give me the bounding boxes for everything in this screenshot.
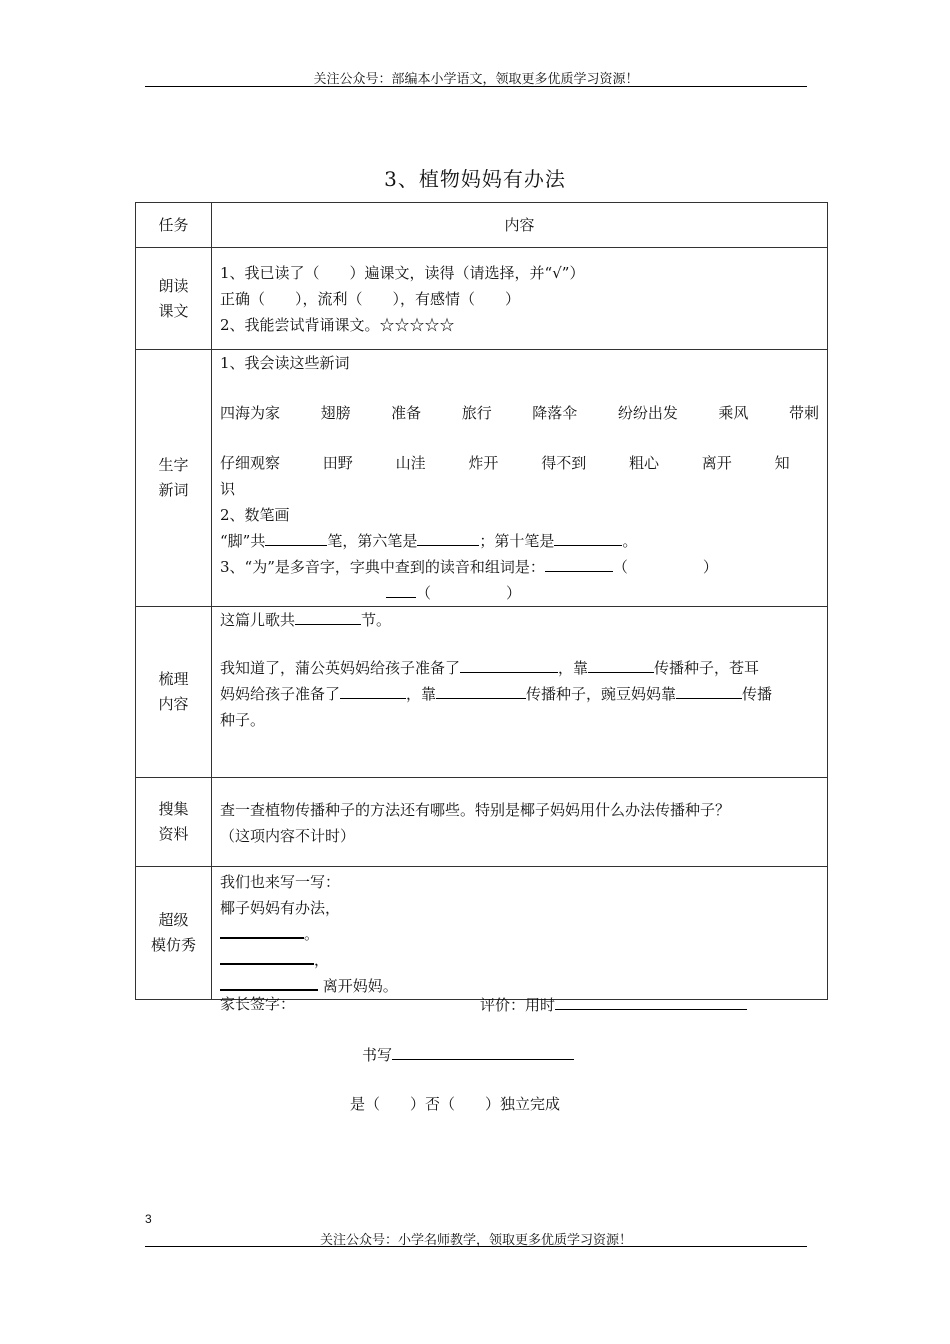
- read-quality-line: 正确（ ），流利（ ），有感情（ ）: [220, 290, 521, 308]
- page-number: 3: [145, 1212, 152, 1226]
- task-new-words: 生字 新词: [136, 350, 212, 607]
- task-table: [135, 202, 828, 1000]
- header-task: 任务: [136, 203, 212, 248]
- word-row-2: [220, 450, 819, 502]
- writing-blank[interactable]: [392, 1043, 574, 1060]
- page-header-text: 关注公众号：部编本小学语文，领取更多优质学习资源！: [313, 72, 639, 87]
- dandelion-method-blank[interactable]: [588, 656, 654, 673]
- words-intro: 1、我会读这些新词: [220, 354, 350, 372]
- page-footer-text: 关注公众号：小学名师教学，领取更多优质学习资源！: [319, 1233, 632, 1248]
- word-row-1: [220, 400, 819, 426]
- writing-evaluation: 书写: [362, 1043, 574, 1065]
- stroke-count-line: “脚”共 笔，第六笔是 ；第十笔是 。: [220, 528, 819, 554]
- task-read-aloud: 朗读 课文: [136, 248, 212, 350]
- time-blank[interactable]: [555, 993, 747, 1010]
- tenth-stroke-blank[interactable]: [554, 529, 622, 546]
- word: 四海为家: [220, 404, 281, 422]
- read-times-line: 1、我已读了（ ）遍课文，读得（请选择，并“√”）: [220, 264, 585, 282]
- stroke-total-blank[interactable]: [265, 529, 327, 546]
- polyphone-line: 3、“为”是多音字，字典中查到的读音和组词是： （ ）: [220, 554, 819, 580]
- summary-paragraph: 我知道了，蒲公英妈妈给孩子准备了 ，靠 传播种子，苍耳 妈妈给孩子准备了 ，靠 传播种子，豌豆妈妈靠 传播 种子。: [220, 655, 819, 733]
- imitate-blank-2[interactable]: [220, 947, 314, 965]
- word: 准备: [391, 404, 422, 422]
- word: 翅膀: [320, 404, 351, 422]
- content-new-words: [212, 350, 828, 607]
- word: 炸开: [468, 454, 499, 472]
- word: 乘风: [718, 404, 749, 422]
- polyphone-line-2: （ ）: [220, 580, 819, 606]
- cocklebur-method-blank[interactable]: [436, 682, 526, 699]
- word: 山洼: [395, 454, 426, 472]
- parent-signature-label: 家长签字：: [220, 995, 296, 1013]
- word: 旅行: [461, 404, 492, 422]
- collect-question: 查一查植物传播种子的方法还有哪些。特别是椰子妈妈用什么办法传播种子？: [220, 801, 731, 819]
- time-evaluation: 评价：用时: [480, 993, 747, 1015]
- imitate-intro: 我们也来写一写：: [220, 873, 341, 891]
- dandelion-prep-blank[interactable]: [460, 656, 558, 673]
- task-sort-content: 梳理 内容: [136, 607, 212, 778]
- footer-rule: [145, 1246, 807, 1247]
- header-rule: [145, 86, 807, 87]
- word: 粗心: [628, 454, 659, 472]
- word: 降落伞: [532, 404, 578, 422]
- task-collect-info: 搜集 资料: [136, 778, 212, 867]
- word: 知识: [220, 454, 790, 498]
- imitate-blank-1[interactable]: [220, 921, 304, 939]
- recite-line: 2、我能尝试背诵课文。☆☆☆☆☆: [220, 316, 455, 334]
- word: 纷纷出发: [617, 404, 678, 422]
- word: 得不到: [541, 454, 587, 472]
- reading-blank-2[interactable]: [386, 581, 416, 598]
- stroke-count-heading: 2、数笔画: [220, 506, 290, 524]
- independent-completion: 是（ ）否（ ）独立完成: [350, 1095, 561, 1113]
- page-title: 3、植物妈妈有办法: [384, 167, 566, 191]
- collect-note: （这项内容不计时）: [220, 827, 356, 845]
- imitate-first-line: 椰子妈妈有办法，: [220, 899, 341, 917]
- stanza-count-line: 这篇儿歌共 节。: [220, 607, 819, 633]
- word: 离开: [701, 454, 732, 472]
- content-collect: [212, 778, 828, 867]
- word: 田野: [322, 454, 353, 472]
- content-read-aloud: [212, 248, 828, 350]
- content-sort: [212, 607, 828, 778]
- word: 仔细观察: [220, 454, 281, 472]
- header-content: 内容: [212, 203, 828, 248]
- pea-method-blank[interactable]: [676, 682, 742, 699]
- word: 带刺: [788, 404, 819, 422]
- stanza-count-blank[interactable]: [295, 608, 361, 625]
- task-imitation-show: 超级 模仿秀: [136, 867, 212, 1000]
- reading-blank-1[interactable]: [545, 555, 613, 572]
- imitate-blank-3[interactable]: [220, 973, 318, 991]
- sixth-stroke-blank[interactable]: [417, 529, 479, 546]
- cocklebur-prep-blank[interactable]: [340, 682, 406, 699]
- content-imitate: 我们也来写一写： 椰子妈妈有办法， 。 ， 离开妈妈。: [212, 867, 828, 1000]
